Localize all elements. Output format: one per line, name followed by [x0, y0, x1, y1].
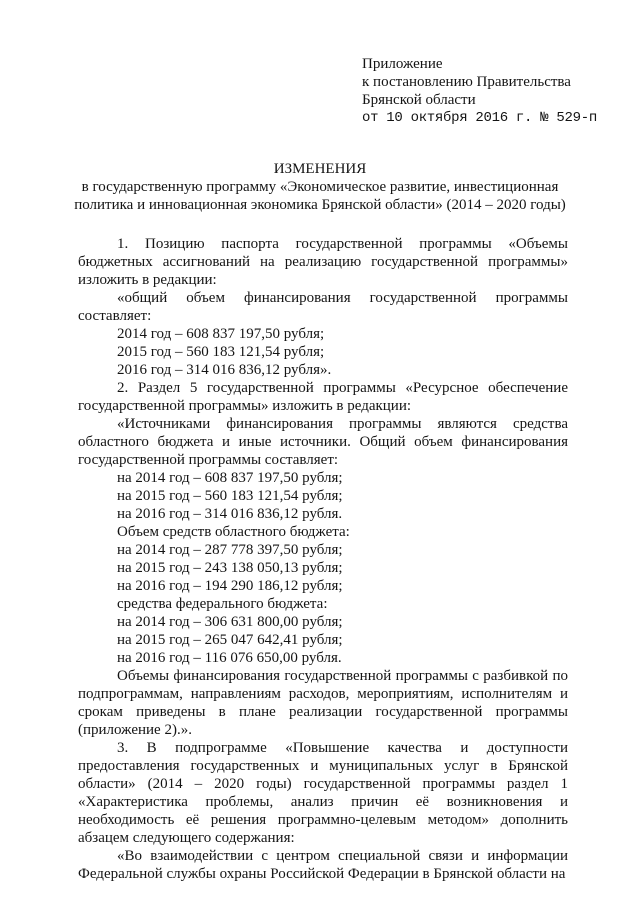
- quote-2-outro: Объемы финансирования государственной программы с разбивкой по подпрограммам, направлениям расходов, мероприятиям, исполнителям и срокам приведены в плане реализации государственной программы (приложение 2).».: [78, 668, 568, 738]
- document-body: [78, 235, 568, 883]
- amount-subheading: средства федерального бюджета:: [117, 596, 328, 612]
- item-3-paragraph: 3. В подпрограмме «Повышение качества и доступности предоставления государственных и муниципальных услуг в Брянской области» (2014 – 2020 годы) государственной программы раздел 1 «Характеристика проблемы, анализ причин её возникновения и необходимость её решения программно-целевым методом» дополнить абзацем следующего содержания:: [78, 740, 568, 846]
- quote-3-paragraph: «Во взаимодействии с центром специальной связи и информации Федеральной службы охраны Российской Федерации в Брянской области на: [78, 848, 568, 882]
- appendix-region: Брянской области: [362, 92, 476, 108]
- amount-line: на 2014 год – 608 837 197,50 рубля;: [117, 470, 343, 486]
- amount-line: 2014 год – 608 837 197,50 рубля;: [117, 326, 325, 342]
- amount-line: на 2016 год – 116 076 650,00 рубля.: [117, 650, 342, 666]
- appendix-label: Приложение: [362, 56, 443, 72]
- title-subtitle-line1: в государственную программу «Экономическое развитие, инвестиционная: [81, 179, 559, 195]
- item-2-paragraph: 2. Раздел 5 государственной программы «Ресурсное обеспечение государственной программы» изложить в редакции:: [78, 380, 568, 414]
- quote-1-amounts: [78, 325, 568, 379]
- amount-line: на 2016 год – 194 290 186,12 рубля;: [117, 578, 343, 594]
- amount-line: на 2015 год – 265 047 642,41 рубля;: [117, 632, 343, 648]
- appendix-resolution: к постановлению Правительства: [362, 74, 571, 90]
- document-title: [0, 160, 640, 214]
- quote-2-intro: «Источниками финансирования программы являются средства областного бюджета и иные источники. Общий объем финансирования государственной программы составляет:: [78, 416, 568, 468]
- title-subtitle-line2: политика и инновационная экономика Брянской области» (2014 – 2020 годы): [74, 197, 566, 213]
- amount-line: 2015 год – 560 183 121,54 рубля;: [117, 344, 325, 360]
- title-heading: ИЗМЕНЕНИЯ: [273, 161, 367, 177]
- quote-1-intro: «общий объем финансирования государственной программы составляет:: [78, 290, 568, 324]
- amount-line: на 2015 год – 243 138 050,13 рубля;: [117, 560, 343, 576]
- amount-line: на 2014 год – 287 778 397,50 рубля;: [117, 542, 343, 558]
- item-1-paragraph: 1. Позицию паспорта государственной программы «Объемы бюджетных ассигнований на реализацию государственной программы» изложить в редакции:: [78, 236, 568, 288]
- amount-subheading: Объем средств областного бюджета:: [117, 524, 350, 540]
- appendix-header: [362, 55, 632, 127]
- amount-line: 2016 год – 314 016 836,12 рубля».: [117, 362, 332, 378]
- quote-2-amounts: [78, 469, 568, 667]
- amount-line: на 2016 год – 314 016 836,12 рубля.: [117, 506, 343, 522]
- amount-line: на 2014 год – 306 631 800,00 рубля;: [117, 614, 343, 630]
- amount-line: на 2015 год – 560 183 121,54 рубля;: [117, 488, 343, 504]
- appendix-date-number: от 10 октября 2016 г. № 529-п: [362, 110, 597, 126]
